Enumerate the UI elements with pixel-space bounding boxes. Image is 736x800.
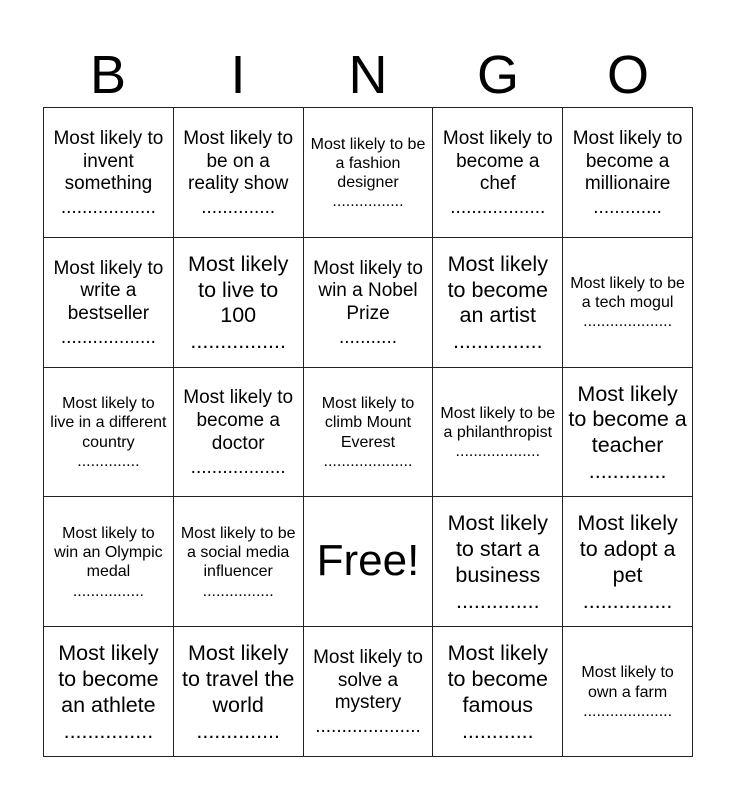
bingo-cell-dots: .............. (455, 588, 540, 613)
bingo-cell-dots: ................ (72, 582, 144, 600)
header-letter-g: G (476, 45, 519, 105)
bingo-cell-dots: .................. (190, 456, 286, 478)
bingo-cell[interactable] (433, 497, 563, 627)
bingo-cell-dots: .................. (60, 326, 156, 348)
bingo-cell-text: Most likely to be on a reality show (183, 127, 294, 195)
bingo-cell[interactable] (433, 368, 563, 498)
bingo-cell-dots: ........... (338, 326, 398, 348)
bingo-cell-text: Most likely to become famous (447, 641, 548, 717)
bingo-cell-dots: ............ (461, 718, 534, 743)
bingo-cell[interactable] (174, 108, 304, 238)
bingo-cell[interactable] (304, 108, 434, 238)
bingo-cell-text: Most likely to become an artist (447, 251, 548, 328)
bingo-cell-text: Most likely to become a millionaire (572, 127, 683, 195)
bingo-cell[interactable] (304, 368, 434, 498)
bingo-cell-dots: ............. (593, 197, 662, 219)
bingo-cell-dots: .............. (77, 452, 140, 470)
bingo-cell-text: Most likely to invent something (53, 127, 164, 195)
bingo-cell-text: Most likely to be a tech mogul (570, 275, 685, 312)
bingo-cell[interactable] (563, 108, 693, 238)
bingo-cell-dots: .................... (323, 452, 413, 470)
bingo-cell-dots: ................ (202, 582, 274, 600)
bingo-cell[interactable] (44, 238, 174, 368)
bingo-cell-text: Most likely to live to 100 (188, 251, 289, 328)
bingo-cell-text: Most likely to win a Nobel Prize (313, 257, 423, 325)
bingo-card-grid (43, 107, 693, 757)
bingo-cell[interactable] (304, 238, 434, 368)
bingo-cell-dots: ............... (452, 329, 543, 354)
bingo-cell[interactable] (174, 627, 304, 757)
bingo-cell-text: Most likely to become an athlete (58, 641, 159, 717)
header-letter-o: O (606, 45, 649, 105)
bingo-cell-text: Most likely to live in a different country (50, 395, 167, 451)
bingo-cell[interactable] (174, 368, 304, 498)
bingo-cell[interactable] (44, 627, 174, 757)
bingo-cell-dots: .................... (315, 716, 421, 738)
bingo-cell-dots: ............. (588, 458, 667, 483)
header-letter-b: B (89, 45, 127, 105)
bingo-cell-dots: .................. (60, 197, 156, 219)
bingo-cell-text: Most likely to become a doctor (183, 387, 294, 454)
bingo-cell-dots: ................... (455, 443, 541, 461)
bingo-cell[interactable] (304, 627, 434, 757)
free-space-cell[interactable] (304, 497, 434, 627)
bingo-cell-dots: .................... (583, 313, 673, 331)
bingo-cell-text: Most likely to travel the world (182, 641, 295, 717)
bingo-cell-text: Most likely to win an Olympic medal (54, 525, 163, 581)
bingo-cell-dots: ............... (582, 588, 673, 613)
bingo-cell[interactable] (44, 497, 174, 627)
bingo-cell-text: Most likely to become a chef (442, 127, 553, 195)
bingo-cell[interactable] (563, 238, 693, 368)
bingo-cell[interactable] (174, 497, 304, 627)
bingo-cell-dots: .................. (450, 197, 546, 219)
bingo-cell[interactable] (174, 238, 304, 368)
bingo-cell[interactable] (563, 368, 693, 498)
bingo-cell[interactable] (433, 108, 563, 238)
bingo-cell-dots: .............. (196, 718, 281, 743)
bingo-cell-text: Most likely to write a bestseller (53, 257, 164, 325)
bingo-cell-dots: .............. (201, 197, 276, 219)
bingo-cell[interactable] (44, 368, 174, 498)
bingo-cell[interactable] (44, 108, 174, 238)
bingo-cell-text: Most likely to own a farm (581, 664, 674, 701)
bingo-cell-text: Most likely to solve a mystery (313, 646, 423, 714)
bingo-cell-text: Most likely to become a teacher (568, 381, 687, 458)
free-space-label: Free! (316, 536, 420, 586)
bingo-cell[interactable] (563, 627, 693, 757)
bingo-header (43, 42, 693, 108)
header-letter-i: I (230, 45, 246, 105)
bingo-cell-dots: .................... (583, 702, 673, 720)
bingo-cell-text: Most likely to be a fashion designer (310, 135, 426, 191)
bingo-cell-dots: ............... (63, 718, 154, 743)
bingo-cell[interactable] (563, 497, 693, 627)
header-letter-n: N (348, 45, 388, 105)
bingo-cell[interactable] (433, 627, 563, 757)
bingo-cell[interactable] (433, 238, 563, 368)
bingo-cell-dots: ................ (190, 329, 286, 354)
bingo-cell-text: Most likely to climb Mount Everest (321, 395, 415, 451)
bingo-cell-text: Most likely to be a social media influencer (180, 525, 296, 581)
bingo-cell-dots: ................ (332, 193, 404, 211)
bingo-cell-text: Most likely to be a philanthropist (440, 404, 556, 441)
bingo-cell-text: Most likely to start a business (447, 511, 548, 587)
bingo-cell-text: Most likely to adopt a pet (577, 511, 678, 587)
